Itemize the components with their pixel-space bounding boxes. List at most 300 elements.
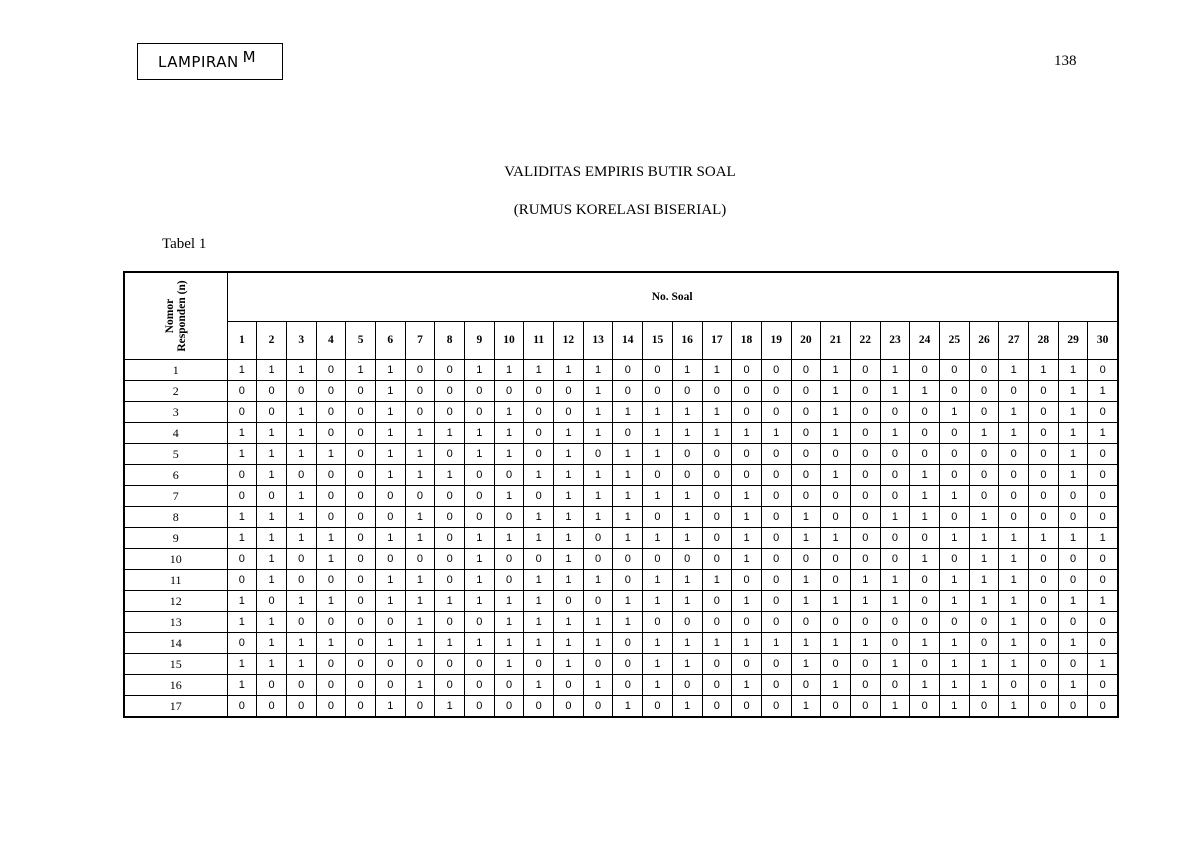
- score-cell: 0: [672, 444, 702, 465]
- score-cell: 0: [435, 381, 465, 402]
- score-cell: 1: [257, 507, 287, 528]
- score-cell: 1: [405, 633, 435, 654]
- score-cell: 1: [672, 654, 702, 675]
- score-cell: 1: [732, 633, 762, 654]
- respondent-number-cell: 3: [124, 402, 227, 423]
- score-cell: 1: [999, 633, 1029, 654]
- score-cell: 1: [524, 570, 554, 591]
- score-cell: 1: [316, 444, 346, 465]
- score-cell: 1: [672, 528, 702, 549]
- score-cell: 1: [405, 612, 435, 633]
- score-cell: 1: [821, 675, 851, 696]
- score-cell: 0: [643, 360, 673, 381]
- score-cell: 0: [850, 507, 880, 528]
- score-cell: 0: [375, 654, 405, 675]
- score-cell: 0: [554, 675, 584, 696]
- score-cell: 1: [227, 507, 257, 528]
- score-cell: 0: [791, 360, 821, 381]
- score-cell: 1: [643, 402, 673, 423]
- score-cell: 1: [1058, 633, 1088, 654]
- score-cell: 1: [435, 696, 465, 718]
- score-cell: 0: [613, 423, 643, 444]
- score-cell: 0: [910, 360, 940, 381]
- question-number-header: 6: [375, 321, 405, 359]
- score-cell: 1: [554, 360, 584, 381]
- score-cell: 0: [969, 465, 999, 486]
- score-cell: 0: [999, 507, 1029, 528]
- score-cell: 1: [613, 507, 643, 528]
- score-cell: 0: [821, 549, 851, 570]
- score-cell: 0: [375, 507, 405, 528]
- score-cell: 0: [1029, 402, 1059, 423]
- score-cell: 1: [494, 528, 524, 549]
- score-cell: 0: [435, 612, 465, 633]
- score-cell: 0: [405, 696, 435, 718]
- score-cell: 1: [702, 402, 732, 423]
- score-cell: 0: [761, 654, 791, 675]
- score-cell: 0: [969, 486, 999, 507]
- score-cell: 0: [316, 696, 346, 718]
- respondent-number-cell: 9: [124, 528, 227, 549]
- score-cell: 1: [465, 360, 495, 381]
- score-cell: 1: [286, 402, 316, 423]
- score-cell: 0: [346, 507, 376, 528]
- score-cell: 0: [850, 654, 880, 675]
- score-cell: 0: [435, 444, 465, 465]
- score-cell: 0: [554, 381, 584, 402]
- score-cell: 1: [880, 654, 910, 675]
- score-cell: 0: [940, 507, 970, 528]
- score-cell: 1: [1058, 444, 1088, 465]
- score-cell: 0: [316, 381, 346, 402]
- score-cell: 0: [791, 444, 821, 465]
- score-cell: 0: [1088, 360, 1118, 381]
- score-cell: 1: [969, 507, 999, 528]
- score-cell: 0: [791, 675, 821, 696]
- question-number-header: 18: [732, 321, 762, 359]
- score-cell: 0: [286, 549, 316, 570]
- score-cell: 1: [257, 528, 287, 549]
- score-cell: 0: [702, 549, 732, 570]
- score-cell: 0: [850, 675, 880, 696]
- score-cell: 1: [346, 360, 376, 381]
- score-cell: 0: [316, 507, 346, 528]
- score-cell: 0: [732, 381, 762, 402]
- score-cell: 0: [850, 444, 880, 465]
- score-cell: 1: [465, 591, 495, 612]
- score-cell: 0: [494, 507, 524, 528]
- question-number-header: 22: [850, 321, 880, 359]
- score-cell: 0: [435, 402, 465, 423]
- table-row: [124, 360, 1118, 381]
- score-cell: 0: [880, 675, 910, 696]
- score-cell: 1: [761, 633, 791, 654]
- score-cell: 1: [732, 486, 762, 507]
- question-number-header: 3: [286, 321, 316, 359]
- score-cell: 1: [1058, 675, 1088, 696]
- score-cell: 0: [435, 507, 465, 528]
- score-cell: 0: [702, 675, 732, 696]
- score-cell: 1: [375, 528, 405, 549]
- score-cell: 1: [405, 465, 435, 486]
- score-cell: 0: [465, 654, 495, 675]
- score-cell: 1: [286, 423, 316, 444]
- question-number-header: 12: [554, 321, 584, 359]
- score-cell: 1: [554, 423, 584, 444]
- question-number-header: 28: [1029, 321, 1059, 359]
- score-cell: 1: [643, 633, 673, 654]
- score-cell: 0: [583, 591, 613, 612]
- score-cell: 1: [999, 570, 1029, 591]
- appendix-label: LAMPIRAN: [158, 52, 239, 71]
- score-cell: 0: [910, 654, 940, 675]
- table-row: [124, 528, 1118, 549]
- score-cell: 0: [880, 444, 910, 465]
- score-cell: 0: [910, 591, 940, 612]
- score-cell: 0: [702, 465, 732, 486]
- score-cell: 0: [1088, 633, 1118, 654]
- score-cell: 0: [465, 507, 495, 528]
- score-cell: 0: [850, 612, 880, 633]
- question-number-header: 8: [435, 321, 465, 359]
- score-cell: 1: [554, 549, 584, 570]
- score-cell: 1: [494, 654, 524, 675]
- score-cell: 1: [257, 423, 287, 444]
- score-cell: 0: [316, 360, 346, 381]
- score-cell: 0: [257, 486, 287, 507]
- score-cell: 1: [405, 423, 435, 444]
- score-cell: 0: [286, 570, 316, 591]
- score-cell: 1: [999, 402, 1029, 423]
- score-cell: 1: [850, 591, 880, 612]
- score-cell: 1: [702, 423, 732, 444]
- score-cell: 0: [1088, 570, 1118, 591]
- score-cell: 0: [761, 549, 791, 570]
- score-cell: 0: [375, 675, 405, 696]
- question-number-header: 4: [316, 321, 346, 359]
- respondent-number-cell: 17: [124, 696, 227, 718]
- score-cell: 1: [732, 423, 762, 444]
- score-cell: 1: [672, 570, 702, 591]
- score-cell: 0: [761, 591, 791, 612]
- score-cell: 0: [1029, 591, 1059, 612]
- score-cell: 1: [940, 570, 970, 591]
- score-cell: 1: [1058, 528, 1088, 549]
- score-cell: 1: [405, 507, 435, 528]
- score-cell: 0: [761, 696, 791, 718]
- score-cell: 1: [821, 528, 851, 549]
- score-cell: 0: [850, 696, 880, 718]
- score-cell: 0: [1029, 486, 1059, 507]
- score-cell: 1: [880, 381, 910, 402]
- score-cell: 1: [880, 423, 910, 444]
- score-cell: 0: [257, 381, 287, 402]
- score-cell: 0: [346, 423, 376, 444]
- score-cell: 1: [613, 528, 643, 549]
- score-cell: 0: [346, 381, 376, 402]
- question-number-header: 5: [346, 321, 376, 359]
- score-cell: 1: [494, 402, 524, 423]
- score-cell: 0: [821, 654, 851, 675]
- score-cell: 1: [286, 444, 316, 465]
- table-caption: Tabel 1: [162, 236, 207, 252]
- score-cell: 1: [375, 591, 405, 612]
- score-cell: 0: [969, 696, 999, 718]
- score-cell: 1: [375, 696, 405, 718]
- score-cell: 0: [761, 570, 791, 591]
- score-cell: 0: [880, 633, 910, 654]
- score-cell: 0: [969, 444, 999, 465]
- score-cell: 1: [1058, 423, 1088, 444]
- question-number-header: 7: [405, 321, 435, 359]
- score-cell: 0: [821, 486, 851, 507]
- score-cell: 1: [375, 360, 405, 381]
- score-cell: 0: [346, 465, 376, 486]
- score-cell: 0: [583, 528, 613, 549]
- score-cell: 0: [465, 486, 495, 507]
- score-cell: 1: [761, 423, 791, 444]
- page-number: 138: [1054, 53, 1077, 69]
- question-number-header: 9: [465, 321, 495, 359]
- score-cell: 0: [791, 486, 821, 507]
- score-cell: 0: [494, 696, 524, 718]
- score-cell: 1: [435, 465, 465, 486]
- score-cell: 1: [257, 570, 287, 591]
- score-cell: 0: [1029, 675, 1059, 696]
- score-cell: 0: [732, 360, 762, 381]
- score-cell: 0: [346, 486, 376, 507]
- score-cell: 1: [1058, 465, 1088, 486]
- score-cell: 0: [791, 465, 821, 486]
- score-cell: 0: [761, 444, 791, 465]
- score-cell: 1: [940, 528, 970, 549]
- score-cell: 0: [1088, 444, 1118, 465]
- score-cell: 0: [405, 486, 435, 507]
- score-cell: 1: [227, 528, 257, 549]
- score-cell: 0: [880, 402, 910, 423]
- question-number-header: 14: [613, 321, 643, 359]
- score-cell: 1: [1088, 528, 1118, 549]
- score-cell: 0: [1088, 486, 1118, 507]
- score-cell: 0: [940, 612, 970, 633]
- score-cell: 1: [850, 633, 880, 654]
- score-cell: 0: [702, 507, 732, 528]
- score-cell: 1: [435, 633, 465, 654]
- score-cell: 0: [732, 612, 762, 633]
- score-cell: 0: [643, 507, 673, 528]
- score-cell: 0: [405, 402, 435, 423]
- question-number-header: 29: [1058, 321, 1088, 359]
- respondent-column-header: [124, 272, 227, 360]
- score-cell: 1: [583, 633, 613, 654]
- score-cell: 1: [554, 507, 584, 528]
- score-cell: 0: [257, 591, 287, 612]
- score-cell: 1: [316, 633, 346, 654]
- score-cell: 1: [494, 360, 524, 381]
- table-row: [124, 549, 1118, 570]
- score-cell: 1: [286, 591, 316, 612]
- score-cell: 0: [583, 549, 613, 570]
- score-cell: 0: [1088, 612, 1118, 633]
- score-cell: 0: [583, 444, 613, 465]
- table-row: [124, 696, 1118, 718]
- score-cell: 1: [1029, 360, 1059, 381]
- score-cell: 1: [643, 570, 673, 591]
- appendix-label-box: [137, 43, 283, 80]
- score-cell: 1: [465, 444, 495, 465]
- score-cell: 1: [286, 654, 316, 675]
- score-cell: 0: [1029, 570, 1059, 591]
- score-cell: 1: [999, 591, 1029, 612]
- score-cell: 0: [1058, 486, 1088, 507]
- score-cell: 1: [643, 654, 673, 675]
- score-cell: 0: [346, 591, 376, 612]
- score-cell: 0: [524, 402, 554, 423]
- score-cell: 0: [613, 675, 643, 696]
- score-cell: 1: [405, 591, 435, 612]
- question-number-header: 24: [910, 321, 940, 359]
- score-cell: 0: [405, 654, 435, 675]
- score-cell: 1: [405, 570, 435, 591]
- score-cell: 0: [1088, 696, 1118, 718]
- score-cell: 1: [940, 591, 970, 612]
- score-cell: 0: [850, 486, 880, 507]
- score-cell: 0: [465, 402, 495, 423]
- table-row: [124, 633, 1118, 654]
- document-subtitle: (RUMUS KORELASI BISERIAL): [513, 202, 727, 218]
- score-cell: 1: [672, 696, 702, 718]
- question-number-header: 23: [880, 321, 910, 359]
- table-row: [124, 402, 1118, 423]
- score-cell: 1: [821, 381, 851, 402]
- score-cell: 0: [286, 381, 316, 402]
- score-cell: 0: [940, 360, 970, 381]
- respondent-number-cell: 11: [124, 570, 227, 591]
- score-cell: 0: [1058, 654, 1088, 675]
- question-number-header: 10: [494, 321, 524, 359]
- score-cell: 1: [940, 633, 970, 654]
- score-cell: 1: [940, 654, 970, 675]
- score-cell: 1: [227, 444, 257, 465]
- score-cell: 1: [554, 633, 584, 654]
- respondent-number-cell: 7: [124, 486, 227, 507]
- question-number-header: 1: [227, 321, 257, 359]
- score-cell: 1: [969, 423, 999, 444]
- score-cell: 0: [643, 696, 673, 718]
- score-cell: 1: [554, 612, 584, 633]
- score-cell: 1: [583, 675, 613, 696]
- score-cell: 1: [672, 486, 702, 507]
- score-cell: 0: [613, 633, 643, 654]
- respondent-number-cell: 4: [124, 423, 227, 444]
- score-cell: 0: [227, 549, 257, 570]
- question-number-row: [124, 321, 1118, 359]
- score-cell: 1: [524, 528, 554, 549]
- score-cell: 0: [554, 591, 584, 612]
- score-cell: 0: [613, 549, 643, 570]
- score-cell: 0: [761, 528, 791, 549]
- score-cell: 0: [1029, 549, 1059, 570]
- score-cell: 1: [227, 612, 257, 633]
- score-cell: 0: [910, 696, 940, 718]
- score-cell: 0: [613, 381, 643, 402]
- score-cell: 1: [375, 423, 405, 444]
- score-cell: 1: [999, 654, 1029, 675]
- score-cell: 0: [761, 402, 791, 423]
- score-cell: 1: [494, 591, 524, 612]
- respondent-number-cell: 14: [124, 633, 227, 654]
- table-row: [124, 591, 1118, 612]
- score-cell: 0: [227, 402, 257, 423]
- score-cell: 1: [613, 486, 643, 507]
- score-cell: 0: [227, 486, 257, 507]
- score-cell: 1: [732, 528, 762, 549]
- score-cell: 1: [1058, 360, 1088, 381]
- score-cell: 1: [821, 360, 851, 381]
- score-cell: 0: [1029, 465, 1059, 486]
- score-cell: 0: [880, 549, 910, 570]
- question-number-header: 11: [524, 321, 554, 359]
- score-cell: 1: [821, 591, 851, 612]
- score-cell: 1: [821, 633, 851, 654]
- score-cell: 1: [999, 360, 1029, 381]
- question-number-header: 13: [583, 321, 613, 359]
- question-number-header: 17: [702, 321, 732, 359]
- score-cell: 1: [524, 360, 554, 381]
- score-cell: 1: [969, 570, 999, 591]
- score-cell: 1: [227, 360, 257, 381]
- score-cell: 1: [1088, 591, 1118, 612]
- score-cell: 1: [643, 675, 673, 696]
- score-cell: 0: [672, 381, 702, 402]
- table-row: [124, 570, 1118, 591]
- score-cell: 1: [643, 528, 673, 549]
- score-cell: 1: [554, 444, 584, 465]
- score-cell: 1: [940, 402, 970, 423]
- score-cell: 0: [1029, 633, 1059, 654]
- score-cell: 1: [613, 612, 643, 633]
- score-cell: 1: [910, 633, 940, 654]
- score-cell: 0: [702, 381, 732, 402]
- score-cell: 0: [257, 402, 287, 423]
- score-cell: 0: [761, 612, 791, 633]
- score-cell: 0: [940, 423, 970, 444]
- score-cell: 0: [672, 549, 702, 570]
- score-cell: 0: [524, 549, 554, 570]
- score-cell: 1: [969, 591, 999, 612]
- score-cell: 1: [613, 465, 643, 486]
- score-cell: 1: [227, 654, 257, 675]
- score-cell: 0: [880, 465, 910, 486]
- score-cell: 0: [316, 465, 346, 486]
- score-cell: 1: [999, 612, 1029, 633]
- score-cell: 0: [316, 612, 346, 633]
- score-cell: 1: [1088, 654, 1118, 675]
- score-cell: 1: [286, 633, 316, 654]
- score-cell: 1: [375, 570, 405, 591]
- score-cell: 0: [494, 570, 524, 591]
- score-cell: 0: [435, 549, 465, 570]
- appendix-letter: M: [242, 47, 257, 66]
- score-cell: 1: [465, 423, 495, 444]
- score-cell: 1: [643, 423, 673, 444]
- score-cell: 1: [583, 507, 613, 528]
- questions-group-header: No. Soal: [227, 272, 1118, 321]
- score-cell: 1: [702, 633, 732, 654]
- score-cell: 0: [227, 570, 257, 591]
- score-cell: 1: [286, 360, 316, 381]
- score-cell: 1: [613, 696, 643, 718]
